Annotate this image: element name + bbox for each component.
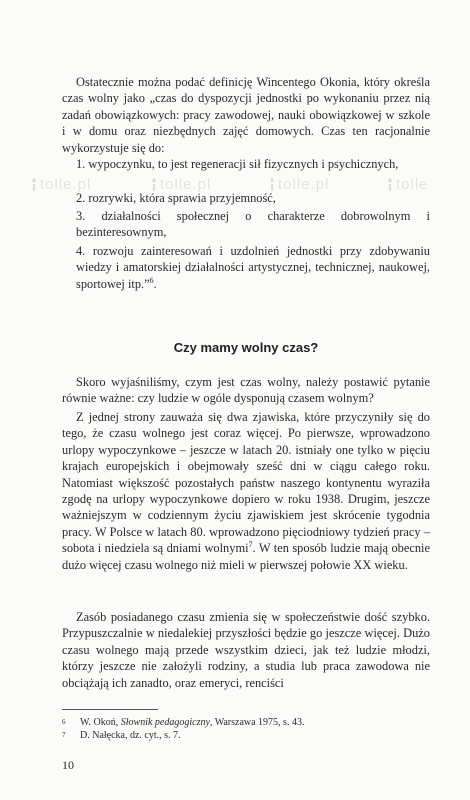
list-item: 2. rozrywki, która sprawia przyjemność,: [76, 191, 276, 205]
footnote-title: Słownik pedagogiczny: [120, 717, 210, 728]
candle-icon: [386, 177, 394, 191]
list-item: 1. wypoczynku, to jest regeneracji sił fizycznych i psychicznych,: [76, 157, 399, 171]
footnote: [62, 716, 430, 729]
footnote-author: W. Okoń,: [80, 717, 121, 728]
intro-paragraph: Ostatecznie można podać definicję Wincentego Okonia, który określa czas wolny jako „czas do dyspozycji jednostki po wykonaniu przez nią zadań obowiązkowych: pracy zawodowej, nauki obowiązkowej w szkole i w domu oraz niezbędnych zajęć domowych. Czas ten racjonalnie wykorzystuje się do:: [62, 75, 430, 155]
section-heading: Czy mamy wolny czas?: [173, 340, 319, 355]
list-item: 4. rozwoju zainteresowań i uzdolnień jednostki przy zdobywaniu wiedzy i amatorskiej działalności artystycznej, technicznej, naukowej, sportowej itp.”$^6$.: [76, 244, 430, 291]
footnote-divider: [62, 709, 158, 710]
candle-icon: [150, 177, 158, 191]
footnote-ref: 7: [248, 540, 253, 550]
list-item: 3. działalności społecznej o charakterze dobrowolnym i bezinteresownym,: [76, 209, 430, 240]
watermark: tolle.pl: [150, 176, 211, 193]
footnote: [62, 729, 430, 742]
paragraph: Skoro wyjaśniliśmy, czym jest czas wolny, należy postawić pytanie równie ważne: czy ludzie w ogóle dysponują czasem wolnym?: [62, 375, 430, 406]
watermark: tolle.pl: [268, 176, 329, 193]
paragraph-text: . W ten sposób ludzie mają obecnie dużo więcej czasu wolnego niż mieli w pierwszej połowie XX wieku.: [62, 541, 430, 572]
footnote-author: D. Nałęcka, dz. cyt., s. 7.: [80, 730, 181, 741]
paragraph: [62, 409, 430, 573]
footnote-mark: 6: [62, 718, 66, 726]
page-number: 10: [62, 758, 74, 772]
footnote-rest: , Warszawa 1975, s. 43.: [209, 717, 305, 728]
watermark: tolle: [386, 176, 429, 193]
watermark: tolle.pl: [30, 176, 91, 193]
candle-icon: [30, 177, 38, 191]
paragraph-text: Z jednej strony zauważa się dwa zjawiska, które przyczyniły się do tego, że czasu wolnego jest coraz więcej. Po pierwsze, wprowadzono urlopy wypoczynkowe – jeszcze w latach 20. istniały one tylko w pięciu krajach europejskich i obejmowały sześć dni w ciągu całego roku. Natomiast większość pozostałych państw naszego kontynentu wyraziła zgodę na urlopy wypoczynkowe dopiero w roku 1938. Drugim, jeszcze ważniejszym w codziennym życiu zjawiskiem jest skrócenie tygodnia pracy. W Polsce w latach 80. wprowadzono pięciodniowy tydzień pracy – sobota i niedziela są dniami wolnymi: [62, 410, 430, 556]
list-item-text: 4. rozwoju zainteresowań i uzdolnień jednostki przy zdobywaniu wiedzy i amatorskiej działalności artystycznej, technicznej, naukowej, sportowej itp.”: [76, 244, 430, 291]
footnote-ref: 6: [149, 275, 154, 285]
candle-icon: [268, 177, 276, 191]
paragraph: Zasób posiadanego czasu zmienia się w społeczeństwie dość szybko. Przypuszczalnie w niedalekiej przyszłości będzie go jeszcze więcej. Dużo czasu wolnego mają przede wszystkim dzieci, jak też ludzie młodzi, którzy jeszcze nie założyli rodziny, a studia lub praca zawodowa nie obciążają ich zanadto, oraz emeryci, renciści: [62, 610, 430, 690]
footnote-mark: 7: [62, 731, 66, 739]
